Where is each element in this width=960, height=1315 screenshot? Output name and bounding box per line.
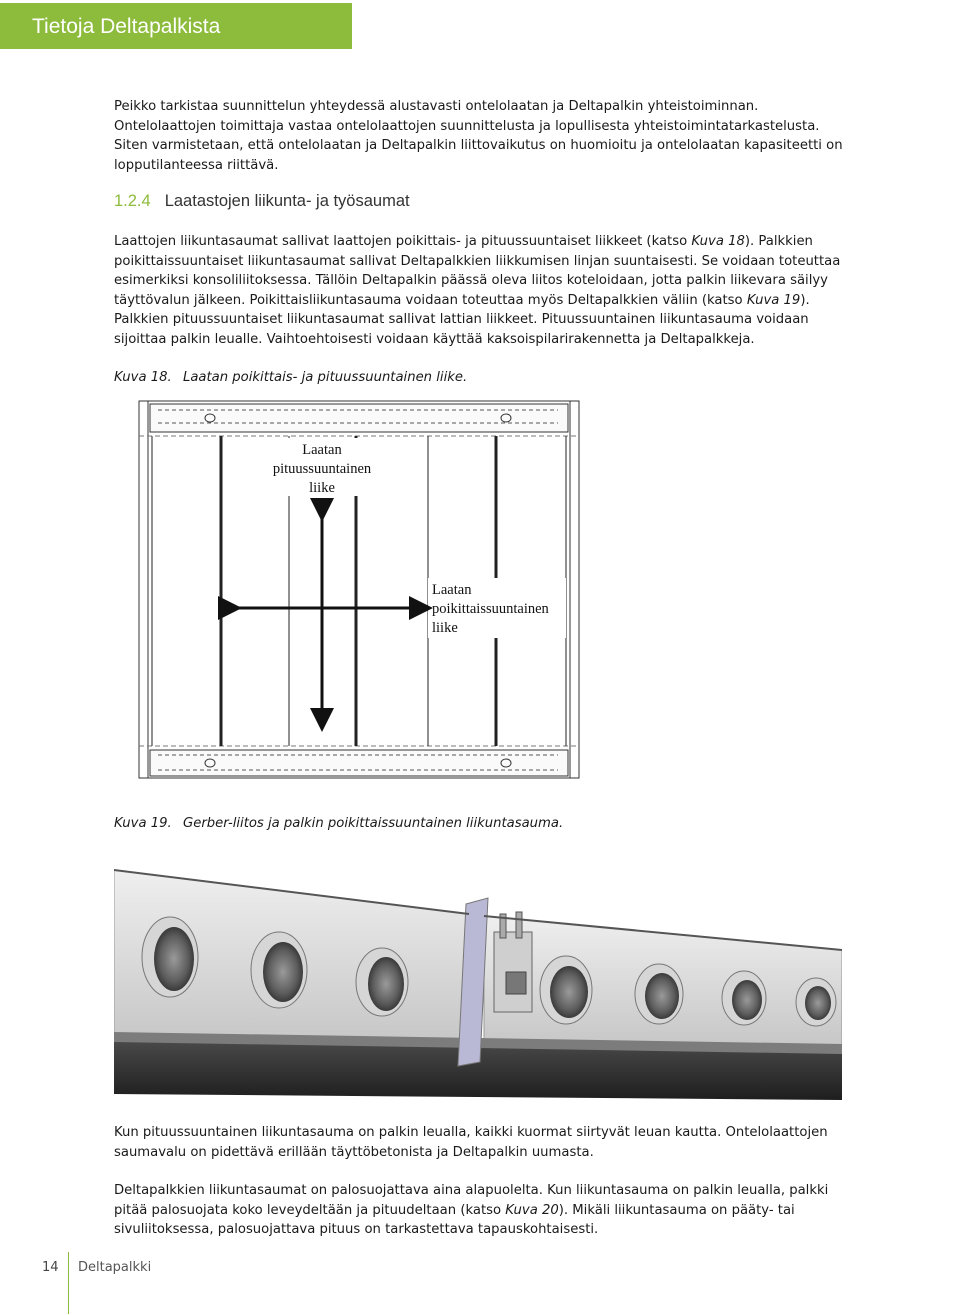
intro-paragraph: [114, 97, 854, 175]
longitudinal-label-1: Laatan: [302, 442, 342, 458]
section-title: Laatastojen liikunta- ja työsaumat: [164, 192, 410, 210]
transverse-label-2: poikittaissuuntainen: [432, 601, 549, 617]
body-paragraph-1: [114, 232, 854, 349]
top-beam: [139, 404, 579, 436]
figure19-title: Gerber-liitos ja palkin poikittaissuuntainen liikuntasauma.: [183, 816, 564, 831]
figure-ref-18: Kuva 18: [691, 234, 745, 249]
transverse-label-3: liike: [432, 620, 458, 636]
footer-divider: [68, 1252, 69, 1314]
figure18-label: Kuva 18.: [114, 370, 172, 385]
figure-ref-20: Kuva 20: [505, 1202, 559, 1218]
intro-text: Peikko tarkistaa suunnittelun yhteydessä alustavasti ontelolaatan ja Deltapalkin yhteistoiminnan. Ontelolaattojen toimittaja vastaa ontelolaattojen suunnittelusta ja lopullisesta yhteistoimintatarkastelusta. Siten varmistetaan, että ontelolaatan ja Deltapalkin liittovaikutus on huomioitu ja ontelolaatan kapasiteetti on lopputilanteessa riittävä.: [114, 99, 843, 173]
figure18-caption: [114, 370, 468, 385]
figure19-label: Kuva 19.: [114, 816, 172, 831]
figure19-illustration: [114, 862, 842, 1107]
body-paragraph-3: [114, 1181, 854, 1240]
body3-text-b: ). Mikäli liikuntasauma on pääty- tai sivuliitoksessa, palosuojattava pituus on tarkastettava tapauskohtaisesti.: [114, 1202, 795, 1237]
figure18-title: Laatan poikittais- ja pituussuuntainen liike.: [183, 370, 468, 385]
body2-text: Kun pituussuuntainen liikuntasauma on palkin leualla, kaikki kuormat siirtyvät leuan kautta. Ontelolaattojen saumavalu on pidettävä erillään täyttöbetonista ja Deltapalkin uumasta.: [114, 1125, 828, 1160]
page-header-title: Tietoja Deltapalkista: [32, 15, 221, 38]
publication-name: Deltapalkki: [78, 1260, 152, 1275]
body1-text-b: ). Palkkien poikittaissuuntaiset liikuntasaumat sallivat Deltapalkkien liikkumisen linjan suuntaisesti. Se voidaan toteuttaa esimerkiksi konsoliliitoksessa. Tällöin Deltapalkin päässä oleva liitos koteloidaan, jotta palkin liikevara säilyy täyttövalun jälkeen. Poikittaisliikuntasauma voidaan toteuttaa myös Deltapalkkien väliin (katso: [114, 234, 841, 308]
longitudinal-label-3: liike: [309, 480, 335, 496]
header-bar: [0, 3, 352, 49]
body1-text-c: ). Palkkien pituussuuntaiset liikuntasaumat sallivat lattian liikkeet. Pituussuuntainen liikuntasauma voidaan sijoittaa palkin leualle. Vaihtoehtoisesti voidaan käyttää kaksoispilarirakennetta ja Deltapalkkeja.: [114, 292, 810, 347]
section-number: 1.2.4: [114, 192, 151, 210]
figure18-drawing: [138, 398, 580, 783]
figure-ref-19: Kuva 19: [746, 292, 801, 308]
longitudinal-label-2: pituussuuntainen: [272, 461, 372, 477]
body1-text-a: Laattojen liikuntasaumat sallivat laattojen poikittais- ja pituussuuntaiset liikkeet (katso: [114, 234, 692, 249]
page-number: 14: [42, 1260, 59, 1275]
transverse-label-1: Laatan: [432, 582, 472, 598]
section-heading: [114, 192, 410, 211]
body3-text-a: Deltapalkkien liikuntasaumat on palosuojattava aina alapuolelta. Kun liikuntasauma on palkin leualla, palkki pitää palosuojata koko leveydeltään ja pituudeltaan (katso: [114, 1183, 829, 1218]
body-paragraph-2: [114, 1123, 854, 1162]
bottom-beam: [139, 746, 579, 776]
figure19-caption: [114, 816, 564, 831]
